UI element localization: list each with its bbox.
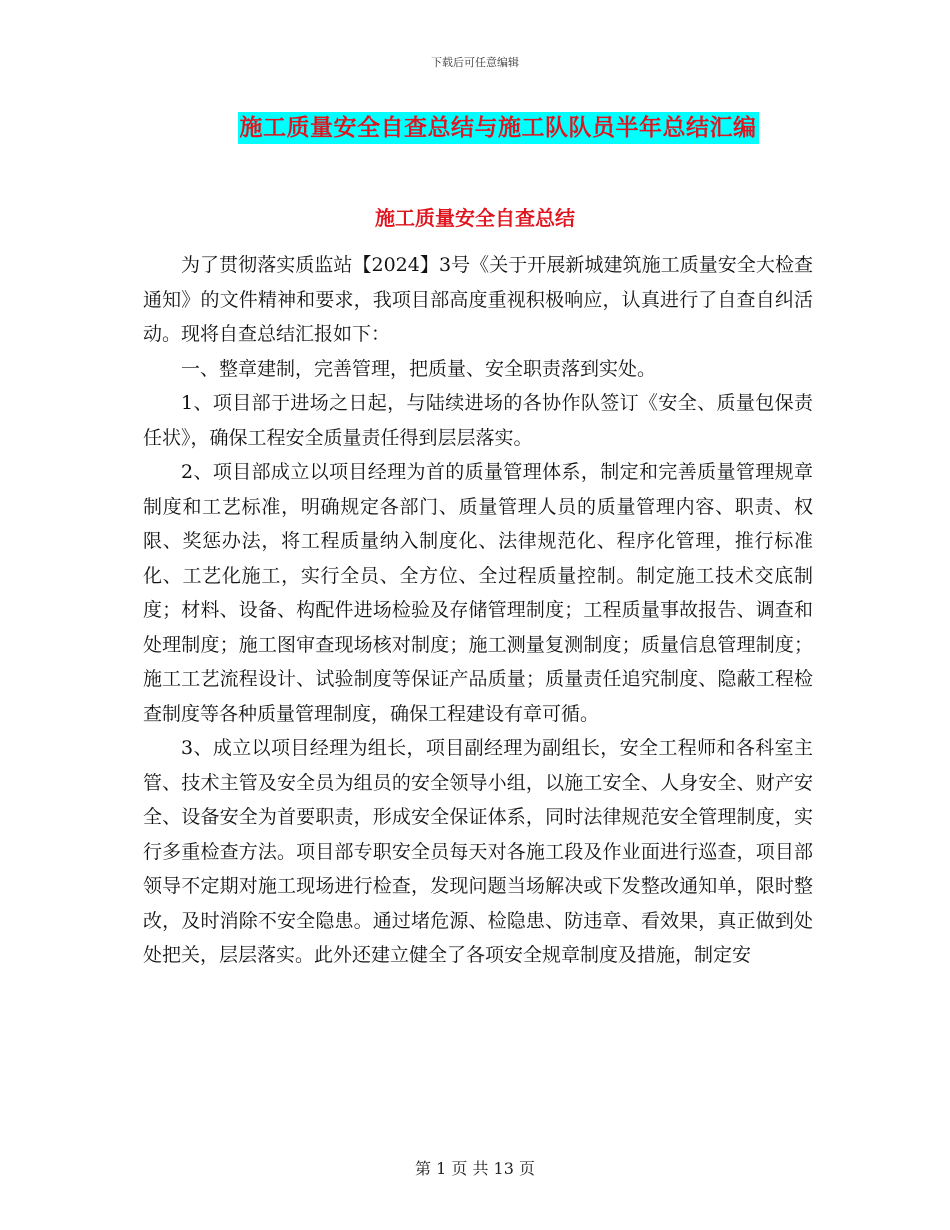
paragraph-intro: 为了贯彻落实质监站【2024】3号《关于开展新城建筑施工质量安全大检查通知》的文件精神和要求，我项目部高度重视积极响应，认真进行了自查自纠活动。现将自查总结汇报如下：: [143, 254, 813, 345]
header-note: 下载后可任意编辑: [431, 56, 519, 69]
page-number-footer: 第 1 页 共 13 页: [415, 1159, 535, 1178]
document-body: [143, 248, 813, 973]
paragraph-item-1: 1、项目部于进场之日起，与陆续进场的各协作队签订《安全、质量包保责任状》，确保工程安全质量责任得到层层落实。: [143, 392, 813, 449]
paragraph-heading-1: 一、整章建制，完善管理，把质量、安全职责落到实处。: [181, 357, 657, 380]
document-main-title: 施工质量安全自查总结与施工队队员半年总结汇编: [238, 112, 759, 144]
main-title-container: [0, 112, 950, 144]
paragraph-item-2: 2、项目部成立以项目经理为首的质量管理体系，制定和完善质量管理规章制度和工艺标准，明确规定各部门、质量管理人员的质量管理内容、职责、权限、奖惩办法，将工程质量纳入制度化、法律规范化、程序化管理，推行标准化、工艺化施工，实行全员、全方位、全过程质量控制。制定施工技术交底制度；材料、设备、构配件进场检验及存储管理制度；工程质量事故报告、调查和处理制度；施工图审查现场核对制度；施工测量复测制度；质量信息管理制度；施工工艺流程设计、试验制度等保证产品质量；质量责任追究制度、隐蔽工程检查制度等各种质量管理制度，确保工程建设有章可循。: [143, 461, 813, 725]
paragraph-item-3: 3、成立以项目经理为组长，项目副经理为副组长，安全工程师和各科室主管、技术主管及安全员为组员的安全领导小组，以施工安全、人身安全、财产安全、设备安全为首要职责，形成安全保证体系，同时法律规范安全管理制度，实行多重检查方法。项目部专职安全员每天对各施工段及作业面进行巡查，项目部领导不定期对施工现场进行检查，发现问题当场解决或下发整改通知单，限时整改，及时消除不安全隐患。通过堵危源、检隐患、防违章、看效果，真正做到处处把关，层层落实。此外还建立健全了各项安全规章制度及措施，制定安: [143, 737, 813, 966]
section-title: 施工质量安全自查总结: [375, 206, 575, 230]
